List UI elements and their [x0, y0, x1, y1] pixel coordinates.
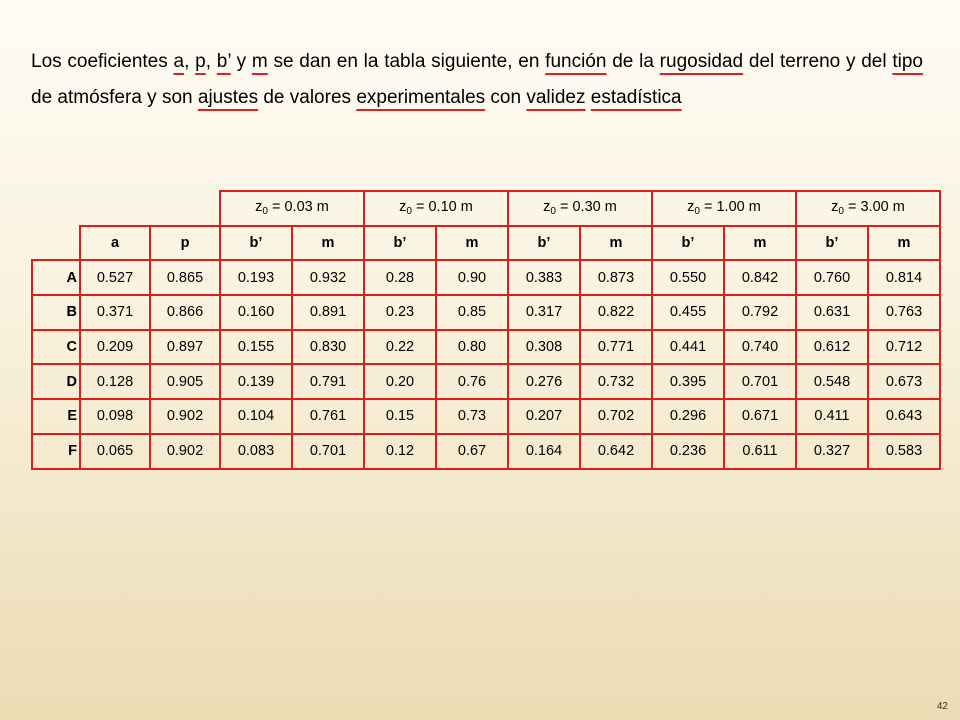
- underlined-term: estadística: [590, 87, 682, 108]
- table-cell: 0.098: [80, 399, 150, 434]
- intro-text: y: [230, 51, 252, 72]
- table-cell: 0.193: [220, 260, 292, 295]
- table-cell: 0.527: [80, 260, 150, 295]
- table-cell: 0.740: [724, 330, 796, 365]
- table-cell: 0.671: [724, 399, 796, 434]
- z0-header: $z_0 = 3.00$ m: [796, 191, 940, 226]
- underlined-term: experimentales: [356, 87, 486, 108]
- table-cell: 0.296: [652, 399, 724, 434]
- table-cell: 0.67: [436, 434, 508, 469]
- table-row: [32, 295, 940, 330]
- coef-header: m: [580, 226, 652, 261]
- table-cell: 0.139: [220, 364, 292, 399]
- table-cell: 0.85: [436, 295, 508, 330]
- empty-corner: [32, 191, 220, 226]
- z0-header: $z_0 = 0.03$ m: [220, 191, 364, 226]
- underlined-term: b’: [216, 51, 231, 72]
- intro-text: de valores: [258, 87, 357, 108]
- table-cell: 0.701: [292, 434, 364, 469]
- table-cell: 0.383: [508, 260, 580, 295]
- row-label: E: [32, 399, 80, 434]
- coef-header: b’: [508, 226, 580, 261]
- table-cell: 0.441: [652, 330, 724, 365]
- table-cell: 0.873: [580, 260, 652, 295]
- table-cell: 0.76: [436, 364, 508, 399]
- table-cell: 0.701: [724, 364, 796, 399]
- underlined-term: ajustes: [197, 87, 259, 108]
- table-cell: 0.548: [796, 364, 868, 399]
- coef-header: b’: [652, 226, 724, 261]
- table-cell: 0.128: [80, 364, 150, 399]
- table-cell: 0.550: [652, 260, 724, 295]
- underlined-term: tipo: [892, 51, 923, 72]
- row-label: F: [32, 434, 80, 469]
- intro-text: de atmósfera y son: [31, 87, 198, 108]
- table-cell: 0.712: [868, 330, 940, 365]
- table-row: [32, 330, 940, 365]
- table-cell: 0.673: [868, 364, 940, 399]
- intro-text: ,: [205, 51, 217, 72]
- table-cell: 0.395: [652, 364, 724, 399]
- table-cell: 0.902: [150, 434, 220, 469]
- table-cell: 0.15: [364, 399, 436, 434]
- underlined-term: función: [545, 51, 607, 72]
- table-cell: 0.73: [436, 399, 508, 434]
- table-cell: 0.104: [220, 399, 292, 434]
- table-cell: 0.90: [436, 260, 508, 295]
- table-cell: 0.155: [220, 330, 292, 365]
- intro-text: ,: [184, 51, 196, 72]
- intro-paragraph: [31, 44, 923, 116]
- intro-text: Los coeficientes: [31, 51, 174, 72]
- table-cell: 0.905: [150, 364, 220, 399]
- table-cell: 0.792: [724, 295, 796, 330]
- row-label: A: [32, 260, 80, 295]
- row-label: D: [32, 364, 80, 399]
- table-cell: 0.814: [868, 260, 940, 295]
- table-cell: 0.612: [796, 330, 868, 365]
- table-cell: 0.160: [220, 295, 292, 330]
- table-cell: 0.865: [150, 260, 220, 295]
- coef-header: b’: [796, 226, 868, 261]
- table-row: [32, 364, 940, 399]
- table-cell: 0.20: [364, 364, 436, 399]
- table-cell: 0.702: [580, 399, 652, 434]
- table-cell: 0.411: [796, 399, 868, 434]
- table-cell: 0.822: [580, 295, 652, 330]
- coef-header: b’: [364, 226, 436, 261]
- table-cell: 0.308: [508, 330, 580, 365]
- table-cell: 0.236: [652, 434, 724, 469]
- table-cell: 0.763: [868, 295, 940, 330]
- coef-header: a: [80, 226, 150, 261]
- table-cell: 0.771: [580, 330, 652, 365]
- table-cell: 0.083: [220, 434, 292, 469]
- table-cell: 0.209: [80, 330, 150, 365]
- table-cell: 0.455: [652, 295, 724, 330]
- underlined-term: a: [173, 51, 185, 72]
- table-cell: 0.932: [292, 260, 364, 295]
- table-cell: 0.791: [292, 364, 364, 399]
- coef-header: b’: [220, 226, 292, 261]
- table-row: [32, 434, 940, 469]
- intro-text: se dan en la tabla siguiente, en: [267, 51, 546, 72]
- coef-header-row: [32, 226, 940, 261]
- table-cell: 0.23: [364, 295, 436, 330]
- table-cell: 0.065: [80, 434, 150, 469]
- coef-header: m: [292, 226, 364, 261]
- table-cell: 0.583: [868, 434, 940, 469]
- table-cell: 0.276: [508, 364, 580, 399]
- coef-header: m: [436, 226, 508, 261]
- row-label: B: [32, 295, 80, 330]
- z0-header: $z_0 = 0.10$ m: [364, 191, 508, 226]
- table-cell: 0.12: [364, 434, 436, 469]
- coefficients-table: [31, 190, 941, 470]
- table-cell: 0.164: [508, 434, 580, 469]
- underlined-term: m: [251, 51, 268, 72]
- table-cell: 0.866: [150, 295, 220, 330]
- table-cell: 0.28: [364, 260, 436, 295]
- underlined-term: rugosidad: [659, 51, 744, 72]
- row-label: C: [32, 330, 80, 365]
- table-row: [32, 399, 940, 434]
- table-cell: 0.891: [292, 295, 364, 330]
- intro-text: con: [485, 87, 527, 108]
- table-cell: 0.842: [724, 260, 796, 295]
- table-cell: 0.80: [436, 330, 508, 365]
- underlined-term: validez: [526, 87, 586, 108]
- z0-header: $z_0 = 0.30$ m: [508, 191, 652, 226]
- table-cell: 0.760: [796, 260, 868, 295]
- table-cell: 0.631: [796, 295, 868, 330]
- underlined-term: p: [195, 51, 206, 72]
- table-cell: 0.732: [580, 364, 652, 399]
- table-cell: 0.830: [292, 330, 364, 365]
- intro-text: del terreno y del: [743, 51, 893, 72]
- table-cell: 0.611: [724, 434, 796, 469]
- table-cell: 0.642: [580, 434, 652, 469]
- z0-header: $z_0 = 1.00$ m: [652, 191, 796, 226]
- table-cell: 0.902: [150, 399, 220, 434]
- roughness-header-row: [32, 191, 940, 226]
- table-cell: 0.761: [292, 399, 364, 434]
- table-cell: 0.897: [150, 330, 220, 365]
- coef-header: m: [724, 226, 796, 261]
- intro-text: de la: [606, 51, 660, 72]
- table-cell: 0.317: [508, 295, 580, 330]
- table-cell: 0.371: [80, 295, 150, 330]
- coef-header: p: [150, 226, 220, 261]
- coef-header: m: [868, 226, 940, 261]
- table-cell: 0.643: [868, 399, 940, 434]
- empty-corner: [32, 226, 80, 261]
- table-row: [32, 260, 940, 295]
- page-number: 42: [936, 701, 948, 712]
- table-cell: 0.22: [364, 330, 436, 365]
- table-cell: 0.327: [796, 434, 868, 469]
- table-cell: 0.207: [508, 399, 580, 434]
